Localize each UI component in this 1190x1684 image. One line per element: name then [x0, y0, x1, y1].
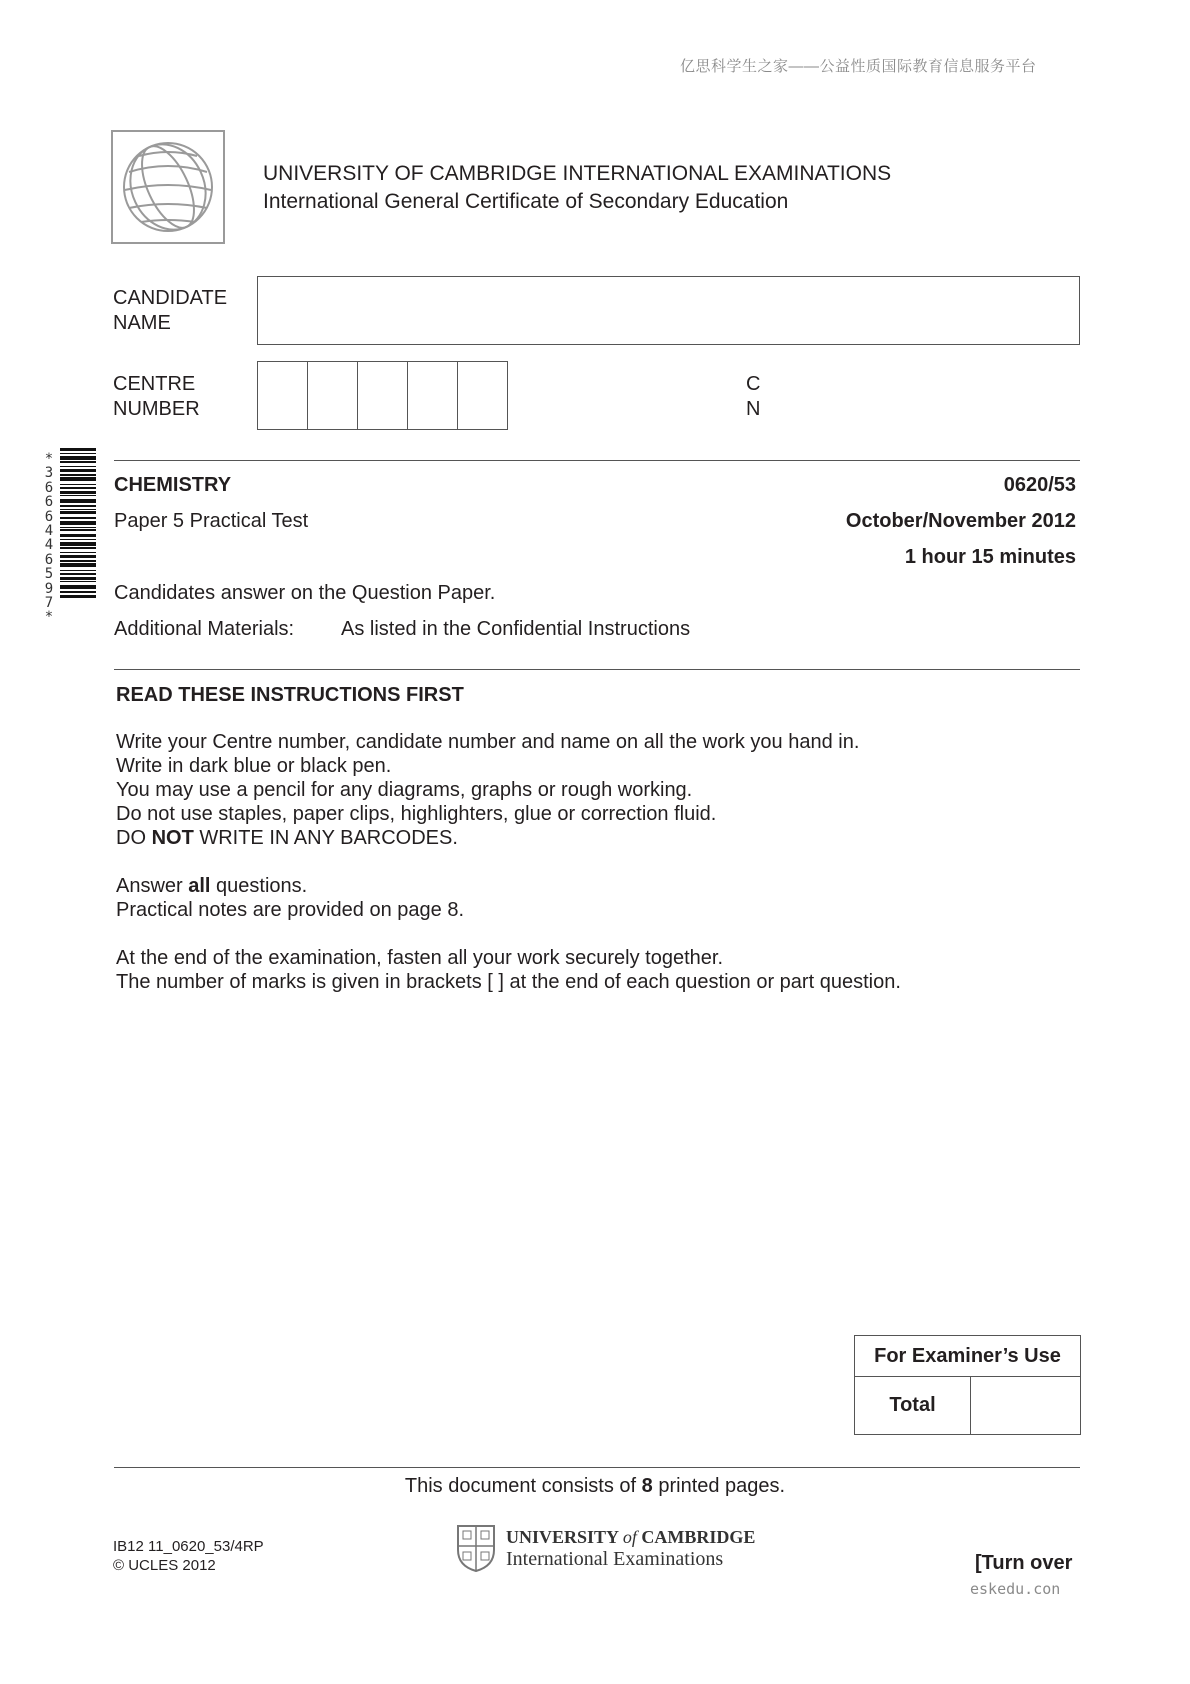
divider — [114, 669, 1080, 670]
total-label: Total — [855, 1377, 971, 1435]
centre-digit-box[interactable] — [258, 362, 308, 429]
cambridge-footer-logo — [456, 1524, 755, 1572]
centre-digit-box[interactable] — [408, 362, 458, 429]
copyright: © UCLES 2012 — [113, 1557, 216, 1574]
instructions-body — [116, 730, 901, 1018]
subject: CHEMISTRY — [114, 474, 232, 496]
instruction-line: Answer all questions. — [116, 875, 308, 897]
total-mark-field[interactable] — [971, 1377, 1081, 1435]
divider — [114, 460, 1080, 461]
barcode-number: *3666446597* — [44, 451, 54, 626]
instruction-line: DO NOT WRITE IN ANY BARCODES. — [116, 827, 458, 849]
centre-digit-box[interactable] — [308, 362, 358, 429]
paper-title: Paper 5 Practical Test — [114, 510, 309, 532]
centre-digit-box[interactable] — [358, 362, 408, 429]
answer-note: Candidates answer on the Question Paper. — [114, 582, 496, 604]
qualification-name: International General Certificate of Secondary Education — [263, 190, 789, 213]
logo-university: UNIVERSITY of CAMBRIDGE — [506, 1527, 756, 1547]
centre-number-label: CENTRE NUMBER — [113, 373, 200, 420]
globe-icon — [113, 132, 223, 242]
logo-international-examinations: International Examinations — [506, 1548, 724, 1570]
candidate-name-label: CANDIDATE NAME — [113, 287, 228, 334]
instruction-line: Write your Centre number, candidate number and name on all the work you hand in. — [116, 731, 860, 753]
materials-label: Additional Materials: — [114, 618, 295, 640]
examiner-use-table — [854, 1335, 1081, 1435]
materials-value: As listed in the Confidential Instructions — [341, 618, 691, 640]
instruction-line: At the end of the examination, fasten all your work securely together. — [116, 947, 724, 969]
centre-digit-box[interactable] — [458, 362, 507, 429]
exam-duration: 1 hour 15 minutes — [904, 546, 1076, 568]
site-watermark: eskedu.con — [970, 1580, 1061, 1598]
paper-code: 0620/53 — [1003, 474, 1076, 496]
instructions-heading: READ THESE INSTRUCTIONS FIRST — [116, 684, 464, 706]
candidate-number-label: C N — [746, 373, 761, 420]
examiner-heading: For Examiner’s Use — [855, 1336, 1081, 1377]
turn-over: [Turn over — [975, 1552, 1073, 1574]
candidate-name-field[interactable] — [257, 276, 1080, 345]
watermark-text: 亿思科学生之家——公益性质国际教育信息服务平台 — [680, 58, 1037, 75]
university-name: UNIVERSITY OF CAMBRIDGE INTERNATIONAL EXAMINATIONS — [263, 162, 892, 185]
header-block — [263, 160, 891, 216]
page-count: This document consists of 8 printed pages. — [404, 1475, 786, 1497]
exam-session: October/November 2012 — [845, 510, 1076, 532]
centre-number-field[interactable] — [257, 361, 508, 430]
instruction-line: Practical notes are provided on page 8. — [116, 899, 464, 921]
crest-icon — [456, 1524, 496, 1572]
barcode — [60, 448, 96, 656]
instruction-line: The number of marks is given in brackets [ ] at the end of each question or part question. — [116, 971, 901, 993]
divider — [114, 1467, 1080, 1468]
instruction-line: You may use a pencil for any diagrams, graphs or rough working. — [116, 779, 693, 801]
instruction-line: Write in dark blue or black pen. — [116, 755, 392, 777]
footer-ref-block — [113, 1537, 264, 1575]
cambridge-globe-logo — [111, 130, 225, 244]
paper-reference: IB12 11_0620_53/4RP — [113, 1538, 264, 1555]
instruction-line: Do not use staples, paper clips, highlighters, glue or correction fluid. — [116, 803, 717, 825]
